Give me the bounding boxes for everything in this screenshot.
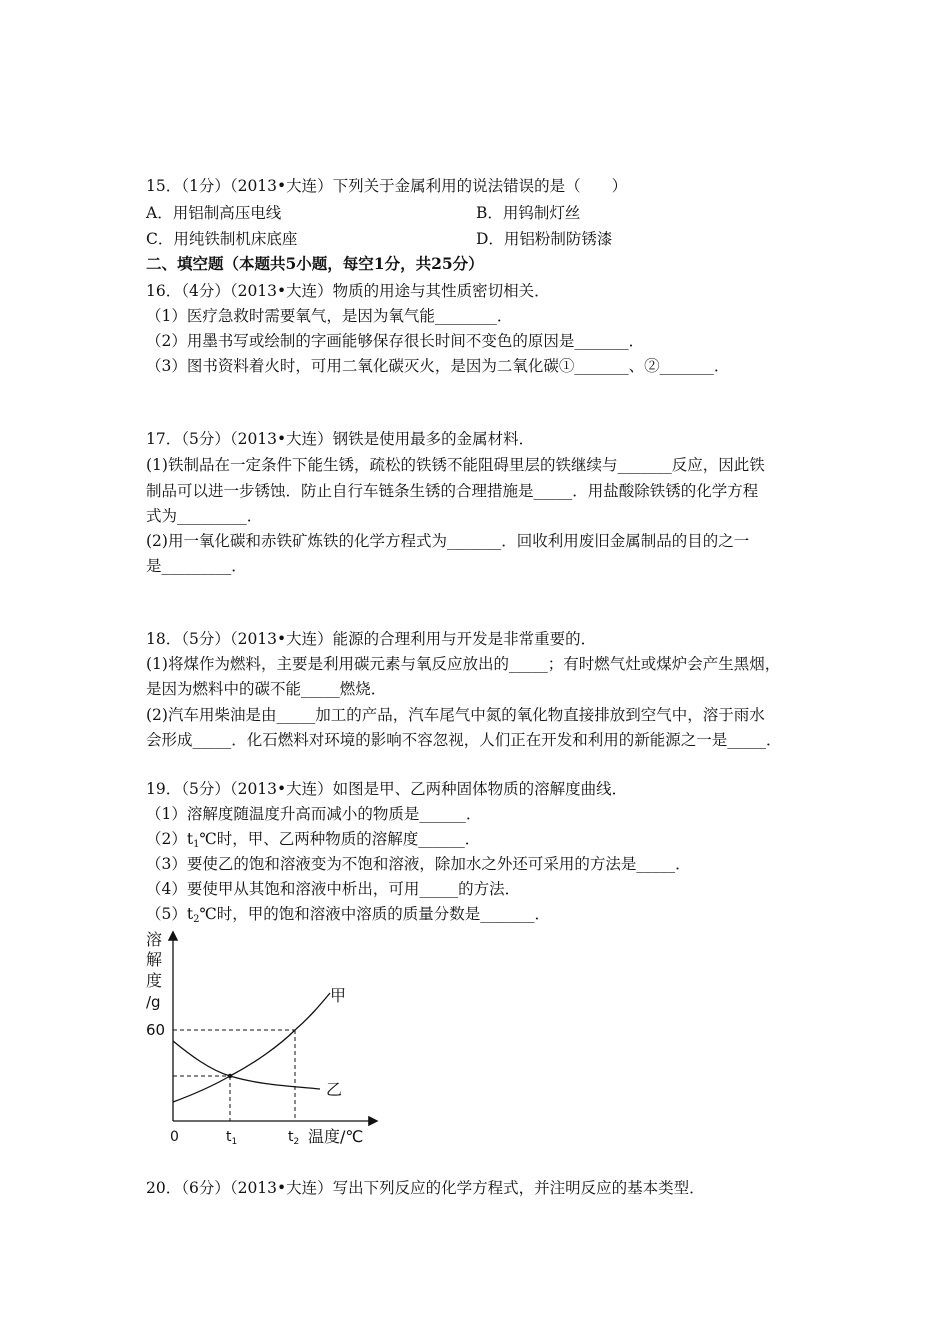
section-2-heading: 二、填空题（本题共5小题，每空1分，共25分） bbox=[146, 254, 484, 273]
q18-line-2: 是因为燃料中的碳不能_____燃烧． bbox=[146, 680, 387, 698]
q17-line-1: (1)铁制品在一定条件下能生锈，疏松的铁锈不能阻碍里层的铁继续与_______反应，因此铁 bbox=[146, 456, 765, 474]
q15-option-a: A．用铝制高压电线 bbox=[146, 204, 282, 222]
q15-option-c: C．用纯铁制机床底座 bbox=[146, 230, 298, 248]
q15-option-d: D．用铝粉制防锈漆 bbox=[476, 230, 613, 248]
origin-label: 0 bbox=[170, 1129, 179, 1145]
intersection-point bbox=[228, 1074, 232, 1078]
q19-part-2-rest: ℃时，甲、乙两种物质的溶解度______． bbox=[199, 830, 481, 848]
x-tick-t1: $t_1$ bbox=[226, 1129, 238, 1147]
q19-part-2 bbox=[146, 829, 480, 855]
x-axis-label: 温度/℃ bbox=[308, 1127, 364, 1146]
q17-line-2: 制品可以进一步锈蚀．防止自行车链条生锈的合理措施是_____．用盐酸除铁锈的化学方程 bbox=[146, 482, 759, 500]
q19-part-3: （3）要使乙的饱和溶液变为不饱和溶液，除加水之外还可采用的方法是_____． bbox=[146, 855, 691, 873]
x-tick-t2: $t_2$ bbox=[288, 1129, 300, 1147]
t1-subscript: 1 bbox=[193, 839, 200, 850]
q18-line-1: (1)将煤作为燃料，主要是利用碳元素与氧反应放出的_____；有时燃气灶或煤炉会产生黑烟， bbox=[146, 655, 781, 673]
q17-line-5: 是_________． bbox=[146, 557, 247, 575]
solubility-curve-chart bbox=[140, 925, 400, 1155]
series-label-yi: 乙 bbox=[326, 1080, 343, 1099]
ylabel-char-2: 解 bbox=[146, 950, 163, 969]
q16-part-1: （1）医疗急救时需要氧气，是因为氧气能________． bbox=[146, 307, 513, 325]
curve-yi bbox=[173, 1041, 320, 1089]
x-tick-t2-sub: 2 bbox=[293, 1137, 300, 1147]
q18-stem: 18．（5分）（2013•大连）能源的合理利用与开发是非常重要的． bbox=[146, 630, 597, 648]
q17-line-4: (2)用一氧化碳和赤铁矿炼铁的化学方程式为_______．回收利用废旧金属制品的目的之一 bbox=[146, 532, 750, 550]
q19-part-1: （1）溶解度随温度升高而减小的物质是______． bbox=[146, 805, 482, 823]
q16-part-3: （3）图书资料着火时，可用二氧化碳灭火，是因为二氧化碳①_______、②_______． bbox=[146, 357, 730, 375]
q17-line-3: 式为_________． bbox=[146, 507, 263, 525]
q17-stem: 17．（5分）（2013•大连）钢铁是使用最多的金属材料． bbox=[146, 430, 535, 448]
q18-line-4: 会形成_____．化石燃料对环境的影响不容忽视，人们正在开发和利用的新能源之一是_____． bbox=[146, 731, 782, 749]
y-tick-60: 60 bbox=[146, 1021, 166, 1039]
q19-part-4: （4）要使甲从其饱和溶液中析出，可用_____的方法． bbox=[146, 880, 521, 898]
q16-stem: 16．（4分）（2013•大连）物质的用途与其性质密切相关． bbox=[146, 282, 550, 300]
q19-part-5-prefix: （5）t bbox=[146, 905, 194, 923]
q19-stem: 19．（5分）（2013•大连）如图是甲、乙两种固体物质的溶解度曲线． bbox=[146, 780, 628, 798]
curve-jia bbox=[173, 993, 330, 1102]
ylabel-char-1: 溶 bbox=[146, 930, 163, 949]
q15-stem: 15．（1分）（2013•大连）下列关于金属利用的说法错误的是（ ） bbox=[146, 177, 628, 195]
x-tick-t1-sub: 1 bbox=[231, 1137, 238, 1147]
q16-part-2: （2）用墨书写或绘制的字画能够保存很长时间不变色的原因是_______． bbox=[146, 332, 645, 350]
q18-line-3: (2)汽车用柴油是由_____加工的产品，汽车尾气中氮的氧化物直接排放到空气中，溶于雨水 bbox=[146, 706, 765, 724]
q15-option-b: B．用钨制灯丝 bbox=[476, 204, 581, 222]
q19-part-5-rest: ℃时，甲的饱和溶液中溶质的质量分数是_______． bbox=[199, 905, 551, 923]
q20-stem: 20．（6分）（2013•大连）写出下列反应的化学方程式，并注明反应的基本类型． bbox=[146, 1179, 705, 1197]
t2-subscript: 2 bbox=[193, 914, 200, 925]
ylabel-char-3: 度 bbox=[146, 971, 163, 990]
q19-part-2-prefix: （2）t bbox=[146, 830, 194, 848]
series-label-jia: 甲 bbox=[330, 986, 347, 1005]
ylabel-char-4: /g bbox=[146, 993, 161, 1011]
